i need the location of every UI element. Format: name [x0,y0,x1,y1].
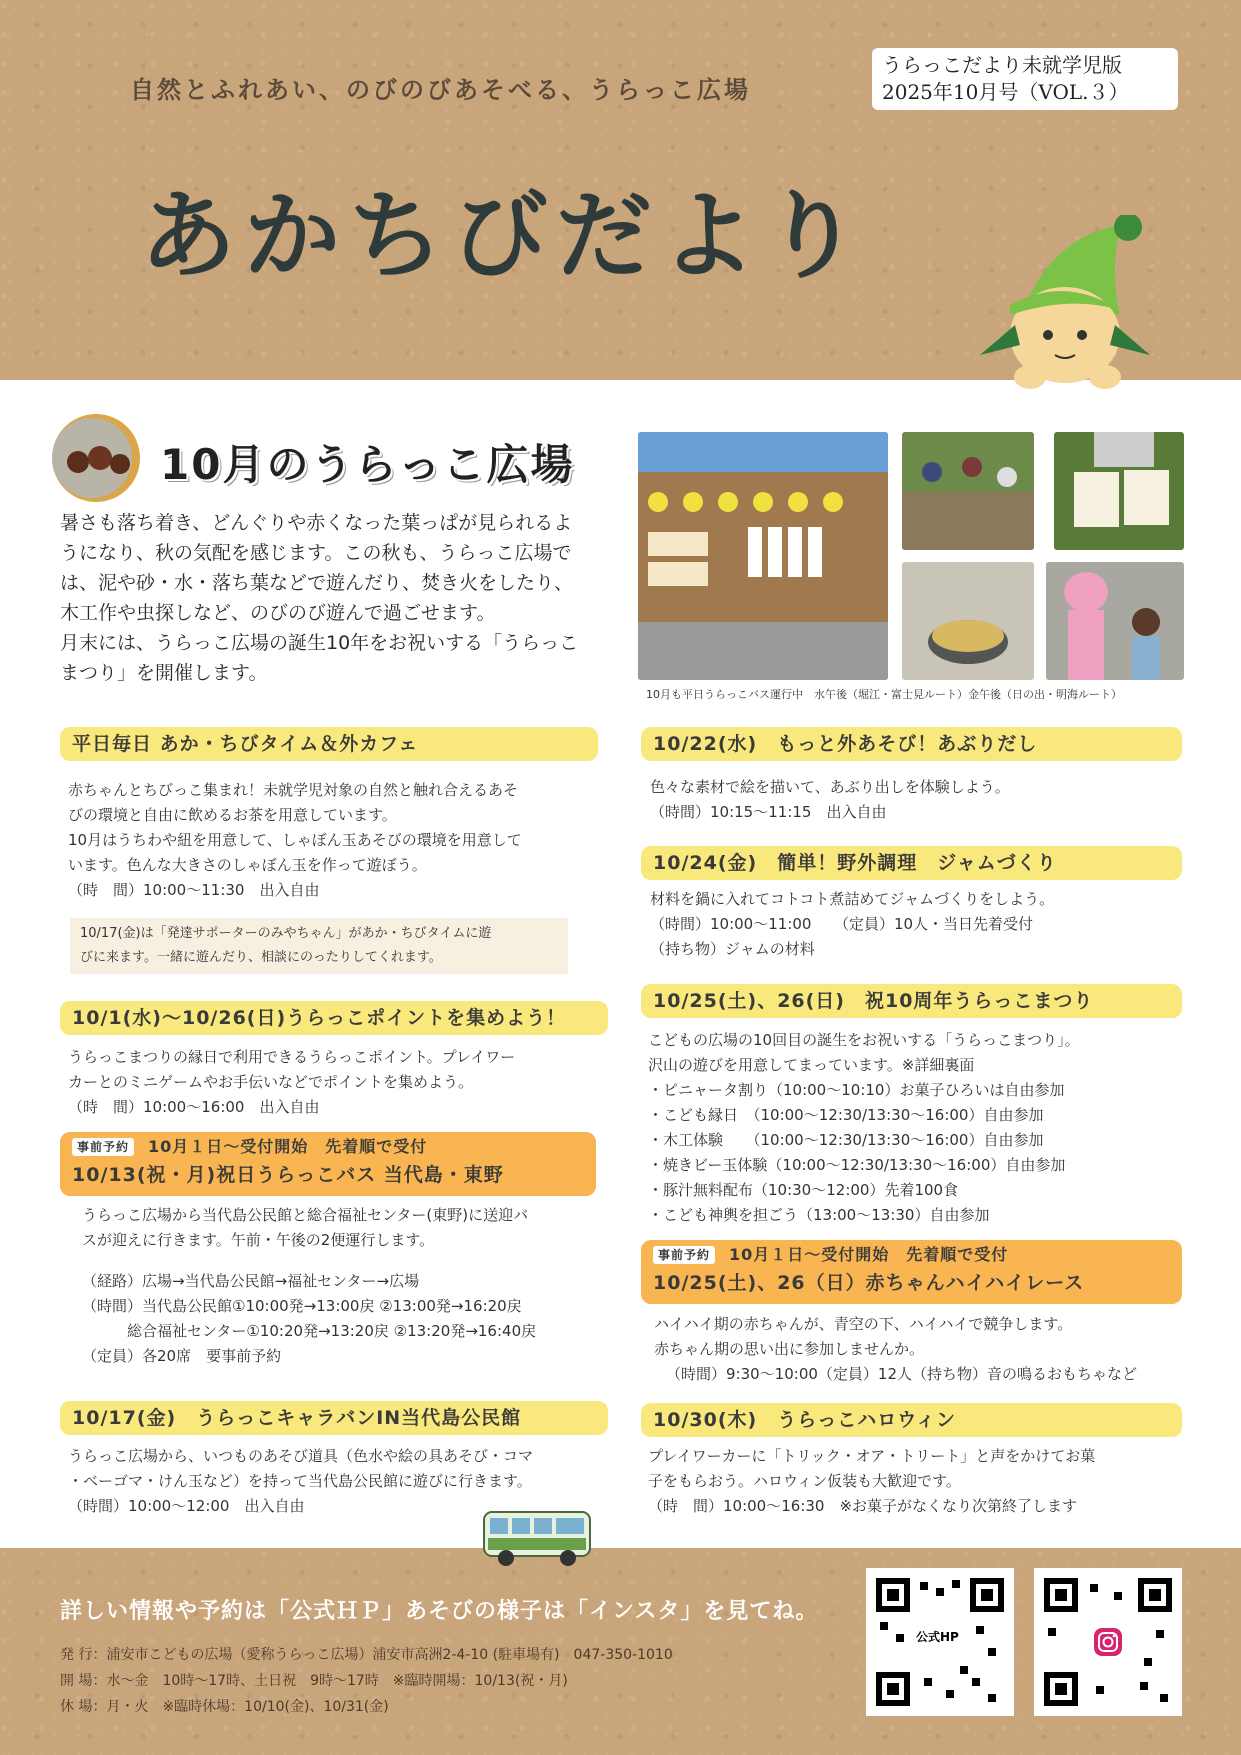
footer-issuer: 発 行：浦安市こどもの広場（愛称うらっこ広場）浦安市高洲2-4-10 (駐車場有) 047-350-1010 [60,1647,673,1663]
event-line: 材料を鍋に入れてコトコト煮詰めてジャムづくりをしよう。 [650,890,1055,908]
event-line: こどもの広場の10回目の誕生をお祝いする「うらっこまつり」。 [648,1031,1080,1049]
reservation-note: 10月１日～受付開始 先着順で受付 [148,1137,428,1156]
drawing-paper-photo [1054,432,1184,550]
mascot-illustration [970,215,1170,395]
event-title-aka-chibi-time: 平日毎日 あか・ちびタイム＆外カフェ [60,727,598,761]
event-line: ・こども縁日 （10:00～12:30/13:30～16:00）自由参加 [648,1106,1044,1124]
intro-line: まつり」を開催します。 [60,662,268,684]
event-line: カーとのミニゲームやお手伝いなどでポイントを集めよう。 [68,1073,474,1091]
footer-closed-days: 休 場：月・火 ※臨時休場：10/10(金)、10/31(金) [60,1699,389,1715]
header-banner [0,0,1241,380]
reservation-note: 10月１日～受付開始 先着順で受付 [729,1245,1009,1264]
event-title-aburidashi: 10/22(水) もっと外あそび！あぶりだし [641,727,1182,761]
photo-collage [636,430,1184,682]
event-title-text: 10/13(祝・月)祝日うらっこバス 当代島・東野 [72,1164,504,1186]
qr-code-instagram[interactable] [1034,1568,1182,1716]
event-body-bus [82,1203,528,1253]
qr-code-official-hp[interactable] [866,1568,1014,1716]
event-line: （時間）当代島公民館①10:00発→13:00戻 ②13:00発→16:20戻 [82,1297,522,1315]
event-line: 色々な素材で絵を描いて、あぶり出しを体験しよう。 [650,778,1010,796]
event-line: うらっこ広場から、いつものあそび道具（色水や絵の具あそび・コマ [68,1447,534,1465]
event-line: （時間）10:15～11:15 出入自由 [650,803,887,821]
event-body-caravan [68,1444,533,1519]
event-title-bus [60,1132,596,1196]
intro-line: は、泥や砂・水・落ち葉などで遊んだり、焚き火をしたり、 [60,572,574,594]
issue-box [872,48,1178,110]
event-body-jam [650,887,1054,962]
event-line: びの環境と自由に飲めるお茶を用意しています。 [68,806,397,824]
chestnut-photo [48,412,148,504]
event-body-festival [648,1028,1080,1228]
event-line: プレイワーカーに「トリック・オア・トリート」と声をかけてお菓 [648,1447,1096,1465]
reservation-badge: 事前予約 [72,1138,134,1156]
cooking-jam-photo [902,562,1034,680]
photo-caption: 10月も平日うらっこバス運行中 水午後（堀江・富士見ルート）金午後（日の出・明海ルート） [646,688,1122,701]
event-line: ・豚汁無料配布（10:30～12:00）先着100食 [648,1181,959,1199]
event-line: （時 間）10:00～11:30 出入自由 [68,881,320,899]
mascot-costume-photo [1046,562,1184,680]
event-line: （時間）10:00～11:00 （定員）10人・当日先着受付 [650,915,1034,933]
event-title-points: 10/1(水)～10/26(日)うらっこポイントを集めよう！ [60,1001,608,1035]
event-line: ・木工体験 （10:00～12:30/13:30～16:00）自由参加 [648,1131,1044,1149]
event-title-haihai [641,1240,1182,1304]
event-line: ・こども神輿を担ごう（13:00～13:30）自由参加 [648,1206,990,1224]
event-line: 沢山の遊びを用意してまっています。※詳細裏面 [648,1056,975,1074]
event-body-halloween [648,1444,1095,1519]
event-line: ハイハイ期の赤ちゃんが、青空の下、ハイハイで競争します。 [654,1315,1073,1333]
intro-line: 暑さも落ち着き、どんぐりや赤くなった葉っぱが見られるよ [60,512,573,534]
event-line: ・ピニャータ割り（10:00～10:10）お菓子ひろいは自由参加 [648,1081,1065,1099]
intro-line: 月末には、うらっこ広場の誕生10年をお祝いする「うらっこ [60,632,579,654]
event-line: 子をもらおう。ハロウィン仮装も大歓迎です。 [648,1472,961,1490]
festival-board-photo [638,432,888,680]
event-line: スが迎えに行きます。午前・午後の2便運行します。 [82,1231,435,1249]
footer-headline: 詳しい情報や予約は「公式ＨＰ」あそびの様子は「インスタ」を見てね。 [60,1599,819,1624]
event-title-jam: 10/24(金) 簡単！野外調理 ジャムづくり [641,846,1182,880]
notice-line: 10/17(金)は「発達サポーターのみやちゃん」があか・ちびタイムに遊 [80,926,492,941]
event-line: うらっこ広場から当代島公民館と総合福祉センター(東野)に送迎バ [82,1206,529,1224]
event-title-text: 10/25(土)、26（日）赤ちゃんハイハイレース [653,1272,1085,1294]
event-line: うらっこまつりの縁日で利用できるうらっこポイント。プレイワー [68,1048,516,1066]
event-line: （持ち物）ジャムの材料 [650,940,815,958]
event-line: います。色んな大きさのしゃぼん玉を作って遊ぼう。 [68,856,427,874]
event-line: （定員）各20席 要事前予約 [82,1347,282,1365]
bus-icon [480,1506,595,1568]
event-body-aburidashi [650,775,1010,825]
newsletter-title: あかちびだより [140,180,868,292]
event-line: （時間）10:00～12:00 出入自由 [68,1497,305,1515]
event-line: （時 間）10:00～16:00 出入自由 [68,1098,320,1116]
event-line: ・ベーゴマ・けん玉など）を持って当代島公民館に遊びに行きます。 [68,1472,532,1490]
notice-box [70,918,568,974]
event-line: （経路）広場→当代島公民館→福祉センター→広場 [82,1272,420,1290]
reservation-row [653,1244,1170,1266]
event-body-aka-chibi-time [68,778,522,903]
reservation-badge: 事前予約 [653,1246,715,1264]
intro-line: うになり、秋の気配を感じます。この秋も、うらっこ広場で [60,542,572,564]
event-line: 赤ちゃん期の思い出に参加しませんか。 [654,1340,925,1358]
notice-line: びに来ます。一緒に遊んだり、相談にのったりしてくれます。 [80,950,442,965]
event-title-caravan: 10/17(金) うらっこキャラバンIN当代島公民館 [60,1401,608,1435]
footer-open-hours: 開 場：水～金 10時～17時、土日祝 9時～17時 ※臨時開場：10/13(祝・月) [60,1673,568,1689]
tagline: 自然とふれあい、のびのびあそべる、うらっこ広場 [130,76,751,104]
intro-text [60,508,605,688]
event-title-halloween: 10/30(木) うらっこハロウィン [641,1403,1182,1437]
event-line: 赤ちゃんとちびっこ集まれ！未就学児対象の自然と触れ合えるあそ [68,781,519,799]
instagram-icon [1088,1622,1128,1662]
event-body-bus-details [82,1269,536,1369]
section-title: 10月のうらっこ広場 [160,440,575,489]
footer [0,1548,1241,1755]
event-body-points [68,1045,515,1120]
intro-line: 木工作や虫探しなど、のびのび遊んで過ごせます。 [60,602,496,624]
qr-hp-label: 公式HP [916,1630,959,1644]
event-line: （時 間）10:00～16:30 ※お菓子がなくなり次第終了します [648,1497,1078,1515]
event-line: ・焼きビー玉体験（10:00～12:30/13:30～16:00）自由参加 [648,1156,1066,1174]
issue-line-2: 2025年10月号（VOL.３） [882,80,1129,104]
event-body-haihai [654,1312,1137,1387]
event-line: （時間）9:30～10:00（定員）12人（持ち物）音の鳴るおもちゃなど [666,1365,1138,1383]
reservation-row [72,1136,584,1158]
event-line: 10月はうちわや紐を用意して、しゃぼん玉あそびの環境を用意して [68,831,522,849]
event-title-festival: 10/25(土)、26(日) 祝10周年うらっこまつり [641,984,1182,1018]
children-playing-photo [902,432,1034,550]
event-line: 総合福祉センター①10:20発→13:20戻 ②13:20発→16:40戻 [82,1322,537,1340]
issue-line-1: うらっこだより未就学児版 [882,53,1122,77]
